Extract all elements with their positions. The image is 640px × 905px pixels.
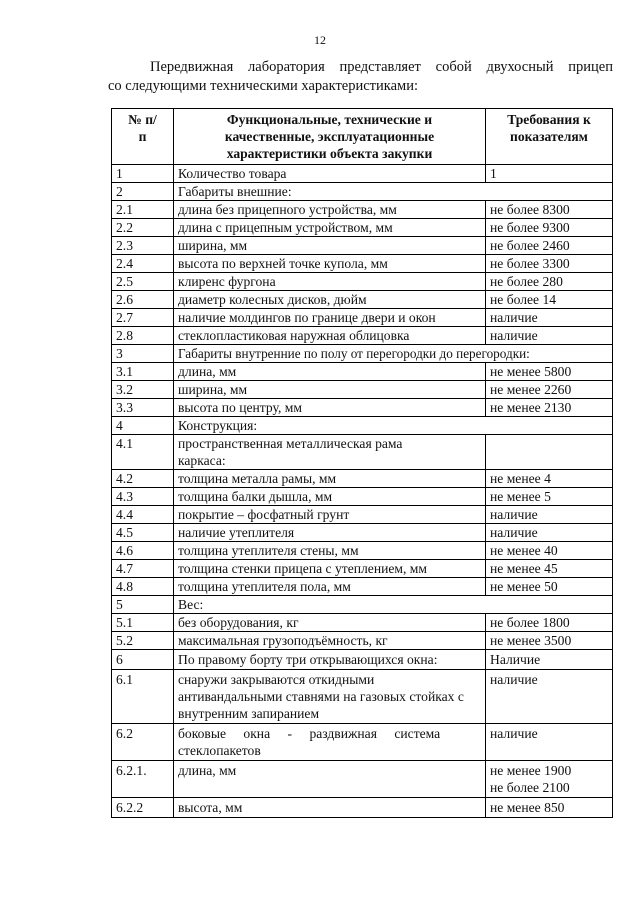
- table-row: [112, 724, 613, 761]
- row-value: наличие: [486, 724, 613, 761]
- row-text: толщина стенки прицепа с утеплением, мм: [174, 560, 486, 578]
- table-row: [112, 578, 613, 596]
- row-text: длина с прицепным устройством, мм: [174, 219, 486, 237]
- page-number: 12: [314, 33, 326, 47]
- row-text: длина без прицепного устройства, мм: [174, 201, 486, 219]
- row-number: 2.3: [112, 237, 174, 255]
- table-section-row: [112, 345, 613, 363]
- row-number: 3.2: [112, 381, 174, 399]
- table-row: [112, 761, 613, 798]
- row-number: 4.3: [112, 488, 174, 506]
- row-text: По правому борту три открывающихся окна:: [174, 650, 486, 670]
- row-text: Габариты внешние:: [174, 183, 613, 201]
- row-value-max: не более 2100: [490, 780, 570, 795]
- row-number: 2: [112, 183, 174, 201]
- row-number: 2.8: [112, 327, 174, 345]
- row-text: толщина металла рамы, мм: [174, 470, 486, 488]
- row-text: толщина утеплителя стены, мм: [174, 542, 486, 560]
- row-number: 6.1: [112, 670, 174, 724]
- row-value: не менее 5: [486, 488, 613, 506]
- row-number: 5.1: [112, 614, 174, 632]
- row-value: не менее 4: [486, 470, 613, 488]
- table-row: [112, 363, 613, 381]
- table-row: [112, 506, 613, 524]
- table-row: [112, 632, 613, 650]
- table-row: [112, 488, 613, 506]
- row-number: 4.1: [112, 435, 174, 470]
- row-text: пространственная металлическая рама каркаса:: [174, 435, 486, 470]
- table-row: [112, 435, 613, 470]
- row-number: 4.2: [112, 470, 174, 488]
- row-text: без оборудования, кг: [174, 614, 486, 632]
- row-value: не менее 50: [486, 578, 613, 596]
- row-number: 5: [112, 596, 174, 614]
- row-number: 4.4: [112, 506, 174, 524]
- row-text: толщина балки дышла, мм: [174, 488, 486, 506]
- table-row: [112, 201, 613, 219]
- row-value: не более 2460: [486, 237, 613, 255]
- row-value: не менее 3500: [486, 632, 613, 650]
- row-number: 2.6: [112, 291, 174, 309]
- row-value: Наличие: [486, 650, 613, 670]
- intro-line-1: Передвижная лаборатория представляет собой двухосный прицеп: [150, 59, 613, 75]
- row-value: не менее 45: [486, 560, 613, 578]
- row-number: 4: [112, 417, 174, 435]
- row-value: не более 9300: [486, 219, 613, 237]
- row-text: длина, мм: [174, 363, 486, 381]
- row-text: высота по верхней точке купола, мм: [174, 255, 486, 273]
- row-number: 2.4: [112, 255, 174, 273]
- table-row: [112, 237, 613, 255]
- row-text: стеклопластиковая наружная облицовка: [174, 327, 486, 345]
- row-number: 2.2: [112, 219, 174, 237]
- row-value: не менее 2260: [486, 381, 613, 399]
- table-row: [112, 309, 613, 327]
- row-number: 4.7: [112, 560, 174, 578]
- table-row: [112, 470, 613, 488]
- row-value: не менее 40: [486, 542, 613, 560]
- table-row: [112, 560, 613, 578]
- row-text: высота, мм: [174, 798, 486, 818]
- row-number: 3: [112, 345, 174, 363]
- row-number: 6: [112, 650, 174, 670]
- table-row: [112, 524, 613, 542]
- row-value: 1: [486, 165, 613, 183]
- row-text: ширина, мм: [174, 237, 486, 255]
- row-value: наличие: [486, 327, 613, 345]
- table-row: [112, 614, 613, 632]
- row-value: не более 1800: [486, 614, 613, 632]
- table-header-row: [112, 109, 613, 165]
- row-text: длина, мм: [174, 761, 486, 798]
- table-section-row: [112, 183, 613, 201]
- row-text: Габариты внутренние по полу от перегородки до перегородки:: [174, 345, 613, 363]
- row-value: не менее 5800: [486, 363, 613, 381]
- row-value: наличие: [486, 524, 613, 542]
- row-value: [486, 435, 613, 470]
- row-number: 4.6: [112, 542, 174, 560]
- row-text: ширина, мм: [174, 381, 486, 399]
- table-row: [112, 327, 613, 345]
- row-text: высота по центру, мм: [174, 399, 486, 417]
- row-number: 6.2: [112, 724, 174, 761]
- row-text: Вес:: [174, 596, 613, 614]
- row-value: не более 3300: [486, 255, 613, 273]
- table-row: [112, 381, 613, 399]
- intro-line-2: со следующими техническими характеристиками:: [108, 78, 418, 94]
- table-row: [112, 670, 613, 724]
- table-row: [112, 542, 613, 560]
- row-text: наличие молдингов по границе двери и окон: [174, 309, 486, 327]
- row-text: боковые окна - раздвижная система стеклопакетов: [174, 724, 486, 761]
- specification-table: [111, 108, 613, 818]
- row-value: не более 8300: [486, 201, 613, 219]
- table-row: [112, 165, 613, 183]
- row-number: 6.2.2: [112, 798, 174, 818]
- row-number: 2.1: [112, 201, 174, 219]
- row-value: наличие: [486, 309, 613, 327]
- row-text: максимальная грузоподъёмность, кг: [174, 632, 486, 650]
- table-row: [112, 399, 613, 417]
- table-section-row: [112, 596, 613, 614]
- row-value: не менее 850: [486, 798, 613, 818]
- table-section-row: [112, 417, 613, 435]
- row-value: наличие: [486, 670, 613, 724]
- row-number: 2.5: [112, 273, 174, 291]
- intro-paragraph: [108, 58, 613, 96]
- row-number: 4.8: [112, 578, 174, 596]
- row-value: [486, 761, 613, 798]
- row-text: Количество товара: [174, 165, 486, 183]
- header-requirement: Требования к показателям: [486, 109, 613, 165]
- row-value-min: не менее 1900: [490, 763, 572, 778]
- row-number: 6.2.1.: [112, 761, 174, 798]
- table-row: [112, 255, 613, 273]
- row-number: 3.3: [112, 399, 174, 417]
- row-text: диаметр колесных дисков, дюйм: [174, 291, 486, 309]
- table-section-row: [112, 650, 613, 670]
- table-row: [112, 273, 613, 291]
- table-row: [112, 291, 613, 309]
- row-text: снаружи закрываются откидными антивандальными ставнями на газовых стойках с внутренним запиранием: [174, 670, 486, 724]
- row-number: 4.5: [112, 524, 174, 542]
- row-text: покрытие – фосфатный грунт: [174, 506, 486, 524]
- row-number: 2.7: [112, 309, 174, 327]
- row-text: толщина утеплителя пола, мм: [174, 578, 486, 596]
- row-value: не менее 2130: [486, 399, 613, 417]
- table-row: [112, 219, 613, 237]
- row-text: клиренс фургона: [174, 273, 486, 291]
- row-value: не более 280: [486, 273, 613, 291]
- row-number: 5.2: [112, 632, 174, 650]
- header-number: № п/п: [112, 109, 174, 165]
- row-value: наличие: [486, 506, 613, 524]
- row-text: наличие утеплителя: [174, 524, 486, 542]
- row-text: Конструкция:: [174, 417, 613, 435]
- header-characteristic: Функциональные, технические и качественные, эксплуатационные характеристики объекта закупки: [174, 109, 486, 165]
- table-row: [112, 798, 613, 818]
- row-number: 3.1: [112, 363, 174, 381]
- row-number: 1: [112, 165, 174, 183]
- row-value: не более 14: [486, 291, 613, 309]
